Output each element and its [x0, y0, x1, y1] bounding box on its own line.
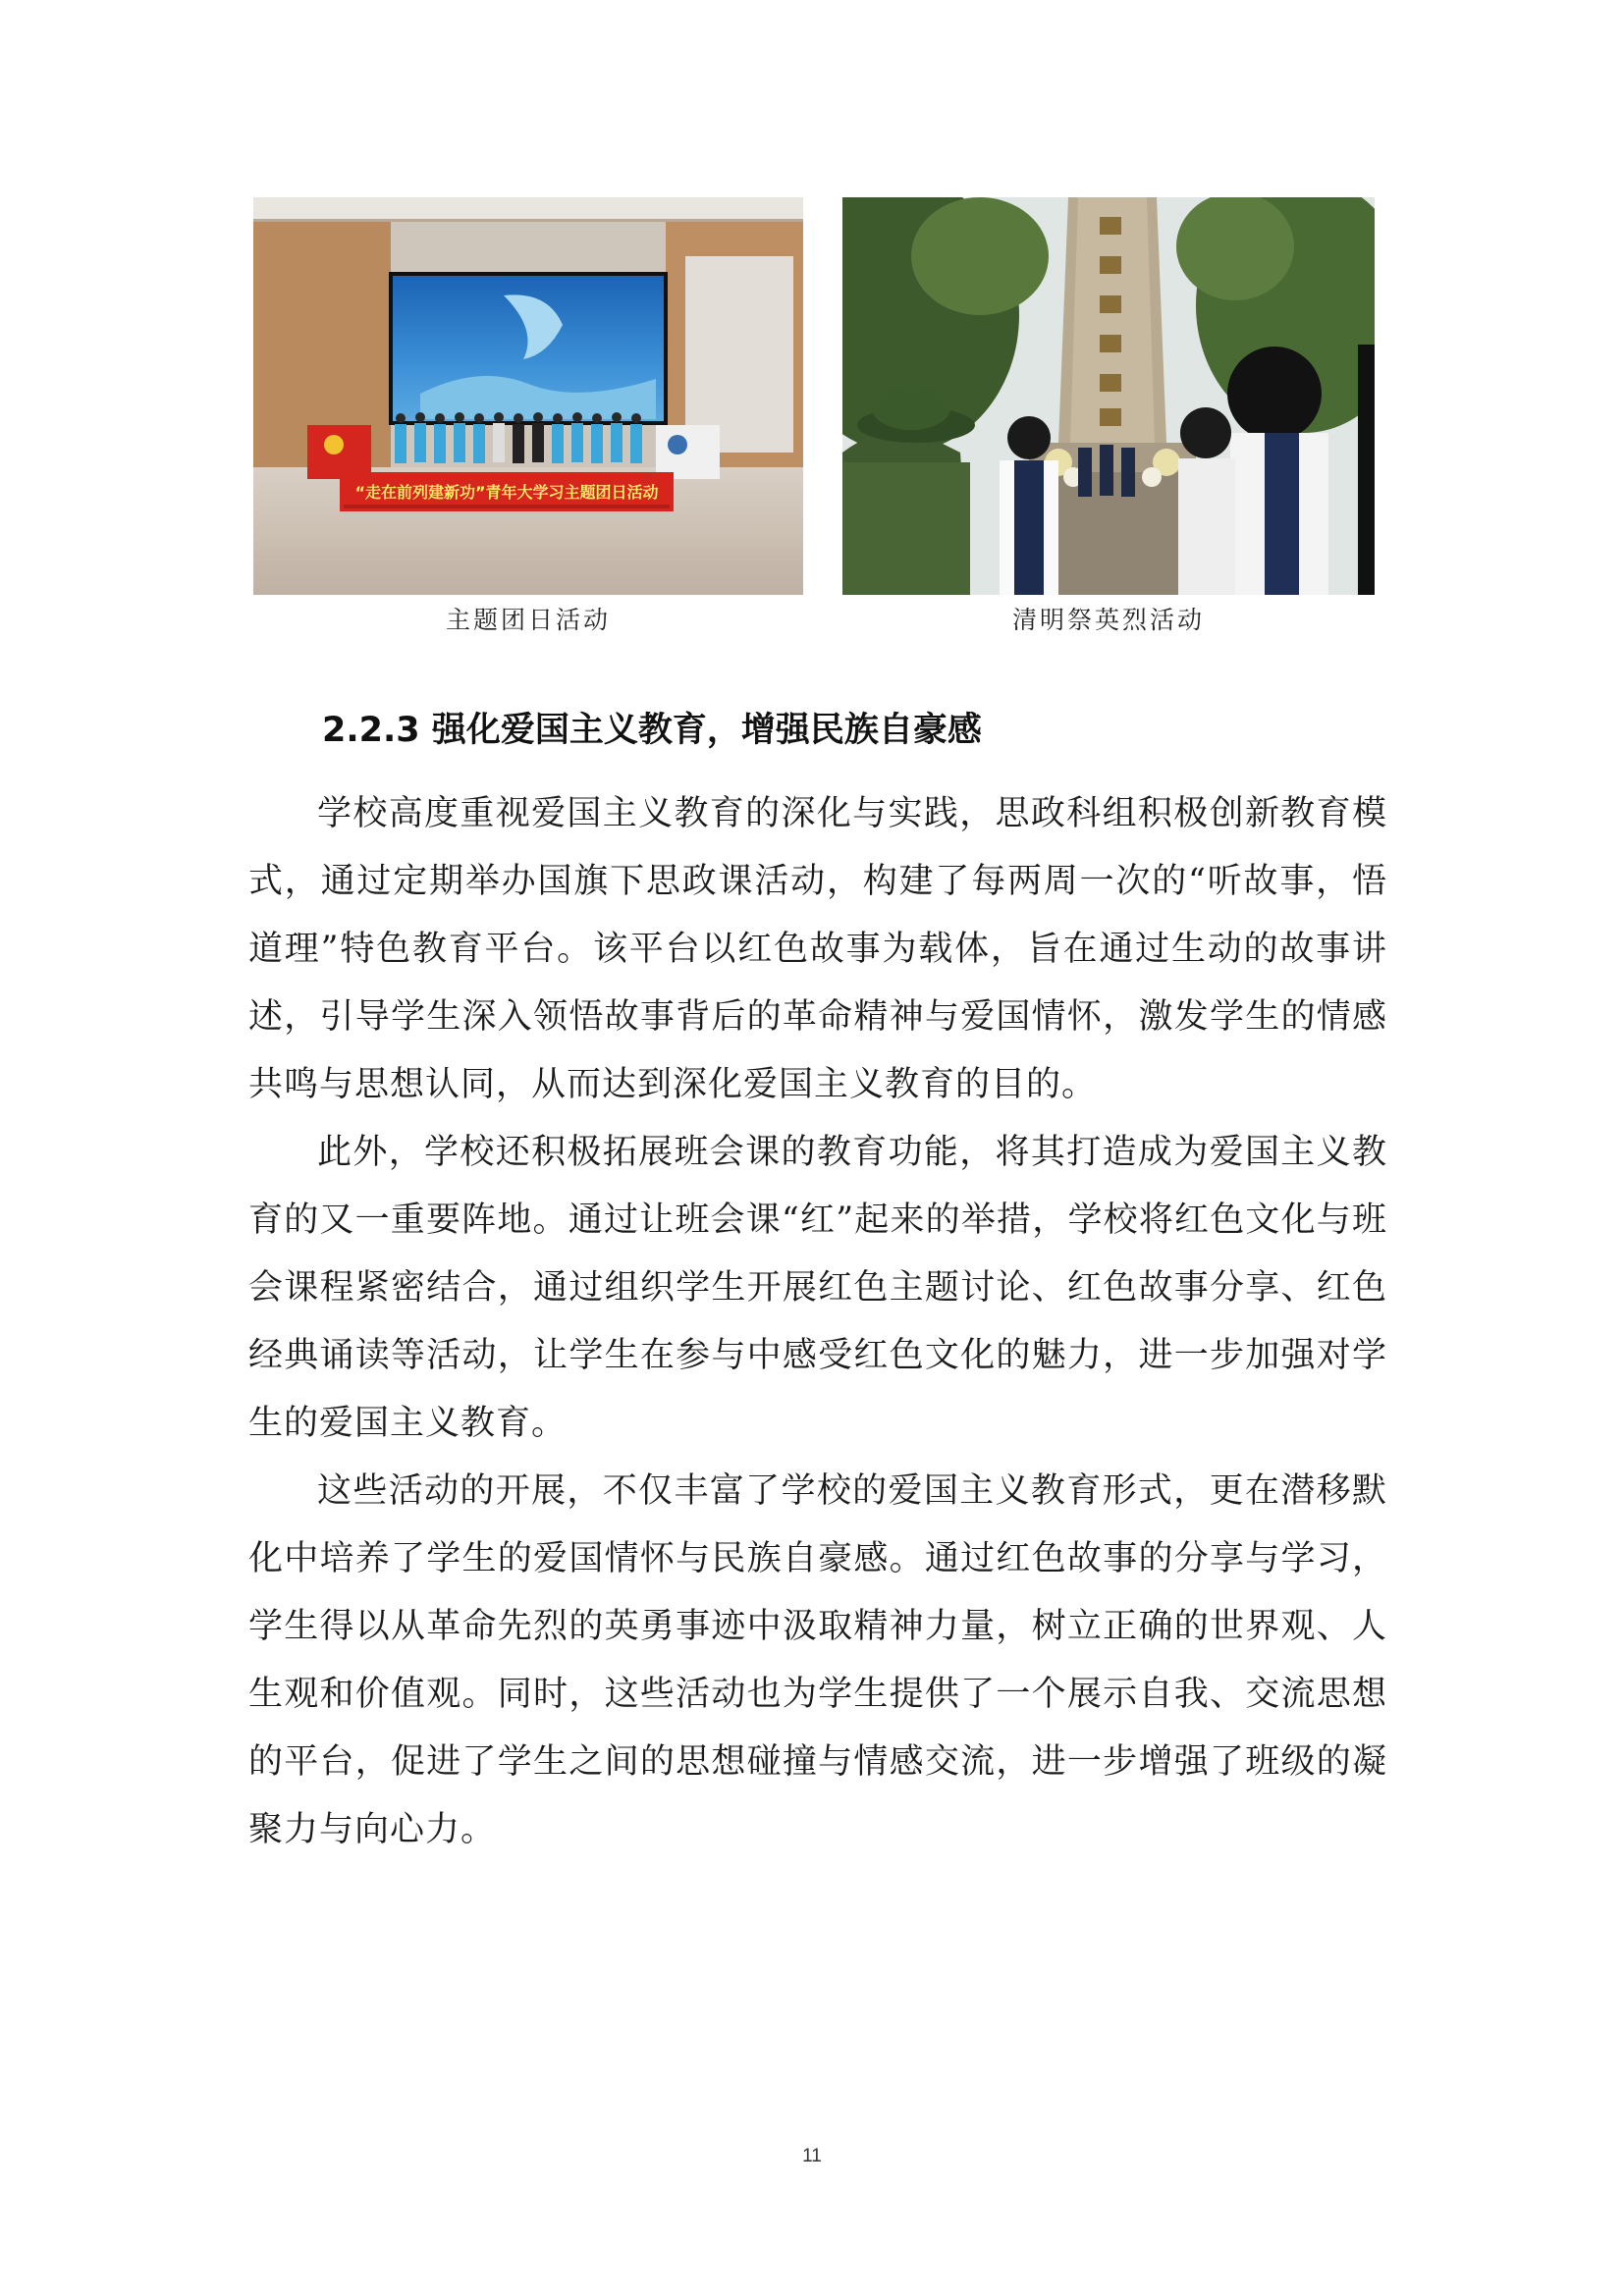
photo-theme-league-day: [253, 197, 803, 595]
paragraph: 学校高度重视爱国主义教育的深化与实践，思政科组积极创新教育模式，通过定期举办国旗下思政课活动，构建了每两周一次的“听故事，悟道理”特色教育平台。该平台以红色故事为载体，旨在通过生动的故事讲述，引导学生深入领悟故事背后的革命精神与爱国情怀，激发学生的情感共鸣与思想认同，从而达到深化爱国主义教育的目的。: [248, 794, 1387, 1104]
paragraph: 这些活动的开展，不仅丰富了学校的爱国主义教育形式，更在潜移默化中培养了学生的爱国情怀与民族自豪感。通过红色故事的分享与学习，学生得以从革命先烈的英勇事迹中汲取精神力量，树立正确的世界观、人生观和价值观。同时，这些活动也为学生提供了一个展示自我、交流思想的平台，促进了学生之间的思想碰撞与情感交流，进一步增强了班级的凝聚力与向心力。: [248, 1471, 1387, 1849]
photo-caption-left: 主题团日活动: [445, 606, 611, 634]
photo-caption-right: 清明祭英烈活动: [1011, 606, 1205, 634]
paragraph: 此外，学校还积极拓展班会课的教育功能，将其打造成为爱国主义教育的又一重要阵地。通过让班会课“红”起来的举措，学校将红色文化与班会课程紧密结合，通过组织学生开展红色主题讨论、红色故事分享、红色经典诵读等活动，让学生在参与中感受红色文化的魅力，进一步加强对学生的爱国主义教育。: [248, 1133, 1387, 1443]
banner-text: “走在前列建新功”青年大学习主题团日活动: [354, 483, 659, 502]
page-number: 11: [802, 2146, 822, 2166]
photo-qingming-memorial: [842, 197, 1375, 595]
section-heading: 2.2.3 强化爱国主义教育，增强民族自豪感: [322, 711, 982, 750]
